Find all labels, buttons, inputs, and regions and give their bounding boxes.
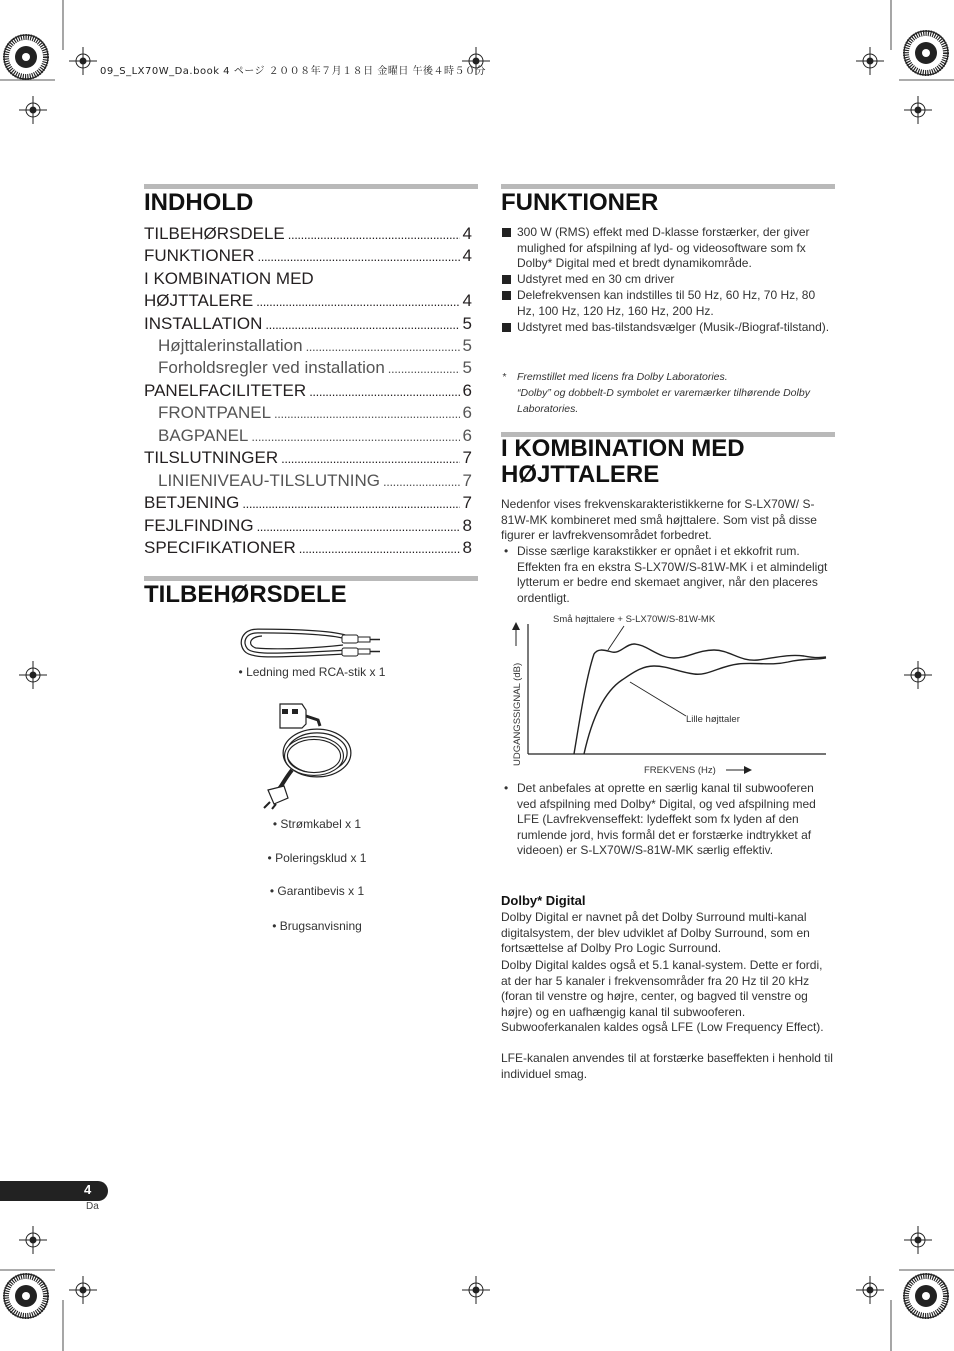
toc-entry-leader [309,384,459,399]
features-bullet: Delefrekvensen kan indstilles til 50 Hz, 60 Hz, 70 Hz, 80 Hz, 100 Hz, 120 Hz, 160 Hz, 200 Hz. [502,288,836,319]
chart-xaxis-arrow-head [744,766,752,774]
toc-entry[interactable] [144,246,472,266]
toc-entry-leader [306,339,460,354]
toc-entry[interactable] [158,336,472,356]
toc-entry-page: 7 [462,471,472,490]
page-number: 4 [84,1182,92,1197]
square-bullet-icon [502,275,511,284]
accessory-item: • Strømkabel x 1 [272,817,362,831]
chart-series-line-combined [574,644,826,754]
toc-entry-page: 6 [462,426,472,445]
toc-entry-leader [281,451,459,466]
toc-entry[interactable] [144,448,472,468]
frequency-response-chart [508,608,838,780]
page-number-badge [0,1181,108,1201]
features-title: FUNKTIONER [501,189,659,216]
toc-entry[interactable] [144,516,472,536]
toc-entry[interactable] [144,269,472,289]
toc-entry-label: INSTALLATION [144,314,263,333]
chart-xlabel: FREKVENS (Hz) [644,765,716,776]
toc-entry-leader [257,519,460,534]
toc-entry[interactable] [144,314,472,334]
chart-series-line-small [584,658,826,754]
chart-series-label-small: Lille højttaler [686,714,740,725]
toc-entry-page: 6 [462,381,472,400]
toc-entry-page: 4 [462,291,472,310]
toc-entry-label: FEJLFINDING [144,516,254,535]
toc-entry[interactable] [144,538,472,558]
accessory-item: • Brugsanvisning [272,919,362,933]
toc-entry-page: 5 [462,358,472,377]
combination-bullet: • Disse særlige karakstikker er opnået i et ekkofrit rum. Effekten fra en ekstra S-LX70W/S-81W-MK i et almindeligt lytterum er bedre end skemaet angiver, når den placeres ordentligt. [504,544,828,605]
toc-entry[interactable] [144,291,472,311]
dolby-paragraph: Dolby Digital er navnet på det Dolby Surround multi-kanal digitalsystem, der blev udviklet af Dolby Surround, som en fortsættelse af Dolby Pro Logic Surround. [501,910,810,955]
footnote-text: Fremstillet med licens fra Dolby Laboratories. “Dolby” og dobbelt-D symbolet er varemærker tilhørende Dolby Laboratories. [517,371,810,415]
accessory-item: • Ledning med RCA-stik x 1 [238,665,386,679]
dolby-paragraph: LFE-kanalen anvendes til at forstærke baseffekten i henhold til individuel smag. [501,1051,833,1081]
combination-intro: Nedenfor vises frekvenskarakteristikkerne for S-LX70W/ S-81W-MK kombineret med små højttalere. Som vist på disse figurer er lavfrekvensområdet forbedret. [501,497,817,542]
square-bullet-icon [502,291,511,300]
toc-entry-label: TILBEHØRSDELE [144,224,285,243]
toc-entry-label: LINIENIVEAU-TILSLUTNING [158,471,380,490]
page-language: Da [86,1201,99,1212]
rca-cable-image [238,626,384,660]
toc-entry-label: BETJENING [144,493,240,512]
toc-entry-label: Højttalerinstallation [158,336,303,355]
toc-entry-page: 7 [462,448,472,467]
toc-entry-page: 6 [462,403,472,422]
toc-entry-page: 8 [462,538,472,557]
toc-entry-page: 5 [462,336,472,355]
toc-entry-leader [242,496,459,511]
chart-ylabel: UDGANGSSIGNAL (dB) [512,662,523,766]
footnote-mark: * [502,371,507,383]
toc-entry[interactable] [158,358,472,378]
toc-entry-leader [251,429,459,444]
toc-entry-page: 5 [462,314,472,333]
toc-entry-leader [299,541,460,556]
chart-series-label-combined: Små højttalere + S-LX70W/S-81W-MK [553,614,716,625]
toc-entry-page: 4 [462,246,472,265]
toc-entry-page: 8 [462,516,472,535]
toc-entry-label: FRONTPANEL [158,403,272,422]
square-bullet-icon [502,228,511,237]
accessory-item: • Garantibevis x 1 [269,884,365,898]
combination-title: I KOMBINATION MED HØJTTALERE [501,435,745,488]
toc-entry[interactable] [158,471,472,491]
toc-entry-leader [383,474,460,489]
features-bullet: 300 W (RMS) effekt med D-klasse forstærker, der giver mulighed for afspilning af lyd- og videosoftware som fx Dolby* Digital med et bredt dynamikområde. [502,225,836,272]
toc-entry-page: 7 [462,493,472,512]
dolby-paragraph: Dolby Digital kaldes også et 5.1 kanal-system. Dette er fordi, at der har 5 kanaler i frekvensområder fra 20 Hz til 20 kHz (foran til venstre og højre, center, og bagved til venstre og højre) og en uafhængig kanal til subwooferen. Subwooferkanalen kaldes også LFE (Low Frequency Effect). [501,958,824,1034]
chart-leader-line [608,626,624,650]
toc-entry[interactable] [144,493,472,513]
toc-entry-label: Forholdsregler ved installation [158,358,385,377]
accessories-title: TILBEHØRSDELE [144,581,347,608]
toc-entry-label: FUNKTIONER [144,246,255,265]
toc-entry-page: 4 [462,224,472,243]
toc-entry-leader [274,406,459,421]
toc-entry-label: I KOMBINATION MED [144,269,314,288]
toc-entry-leader [388,361,460,376]
toc-entry-leader [288,227,460,242]
toc-entry-label: SPECIFIKATIONER [144,538,296,557]
power-cord-image [262,698,362,810]
toc-entry-label: BAGPANEL [158,426,249,445]
dolby-heading: Dolby* Digital [501,893,586,908]
toc-entry-leader [258,249,460,264]
chart-leader-line [630,682,686,716]
toc-entry[interactable] [144,381,472,401]
toc-entry[interactable] [158,403,472,423]
features-bullet: Udstyret med bas-tilstandsvælger (Musik-/Biograf-tilstand). [502,320,836,336]
toc-entry[interactable] [144,224,472,244]
toc-entry-label: TILSLUTNINGER [144,448,279,467]
toc-entry[interactable] [158,426,472,446]
square-bullet-icon [502,323,511,332]
toc-entry-label: PANELFACILITETER [144,381,307,400]
print-header-text: 09_S_LX70W_Da.book 4 ページ ２００８年７月１８日 金曜日 午後４時５０分 [100,66,487,77]
toc-title: INDHOLD [144,189,254,216]
toc-entry-label: HØJTTALERE [144,291,254,310]
toc-entry-leader [265,317,459,332]
accessory-item: • Poleringsklud x 1 [267,851,367,865]
combination-bullet: • Det anbefales at oprette en særlig kanal til subwooferen ved afspilning med Dolby* Digital, og ved afspilning med LFE (Lavfrekvenseffekt: lydeffekt som fx lyden af den rumlende jord, hvis formål det er forstærke indtrykket af videoen) er S-LX70W/S-81W-MK særlig effektiv. [504,781,816,857]
features-bullet: Udstyret med en 30 cm driver [502,272,836,288]
chart-yaxis-arrow-head [512,622,520,630]
toc-entry-leader [256,294,459,309]
